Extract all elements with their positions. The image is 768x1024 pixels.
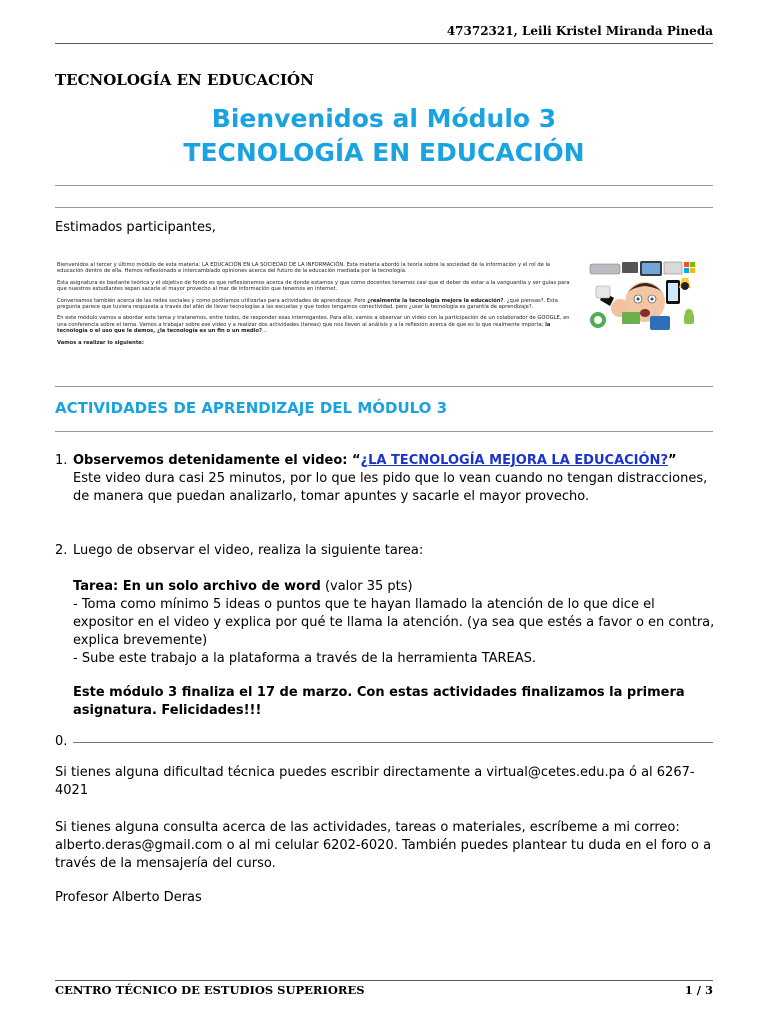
course-label: TECNOLOGÍA EN EDUCACIÓN — [55, 71, 314, 89]
item-text: Luego de observar el video, realiza la siguiente tarea: — [73, 543, 424, 558]
activity-item-2 — [55, 542, 716, 720]
video-link[interactable]: ¿LA TECNOLOGÍA MEJORA LA EDUCACIÓN? — [360, 453, 668, 468]
intro-text — [57, 262, 577, 351]
closing-note: Este módulo 3 finaliza el 17 de marzo. Con estas actividades finalizamos la primera asignatura. Felicidades!!! — [73, 685, 685, 718]
footer-institution: CENTRO TÉCNICO DE ESTUDIOS SUPERIORES — [55, 983, 365, 997]
divider — [55, 431, 713, 432]
empty-list-item — [55, 734, 713, 749]
page-number: 1 / 3 — [684, 983, 713, 997]
task-bullet: - Toma como mínimo 5 ideas o puntos que te hayan llamado la atención de lo que dice el expositor en el video y explica por qué te llama la atención. (ya sea que estés a favor o en contra, explica brevemente) — [73, 597, 715, 648]
intro-paragraph: Bienvenidos al tercer y último módulo de esta materia: LA EDUCACIÓN EN LA SOCIEDAD DE LA INFORMACIÓN. Esta materia abordó la teoría sobre la sociedad de la información y el rol de la educación dentro de ella. Hemos reflexionado e intercambiado opiniones acerca del futuro de la educación mediada por la tecnología. — [57, 262, 551, 275]
welcome-line-2: TECNOLOGÍA EN EDUCACIÓN — [183, 138, 585, 167]
divider — [55, 185, 713, 186]
signature: Profesor Alberto Deras — [55, 890, 202, 905]
divider — [55, 386, 713, 387]
header-divider — [55, 43, 713, 44]
divider — [55, 207, 713, 208]
intro-paragraph: Vamos a realizar lo siguiente: — [57, 339, 144, 346]
section-title: ACTIVIDADES DE APRENDIZAJE DEL MÓDULO 3 — [55, 399, 448, 417]
task-bullet: - Sube este trabajo a la plataforma a través de la herramienta TAREAS. — [73, 651, 537, 666]
intro-paragraph: En este módulo vamos a abordar este tema y trataremos, entre todos, de responder esas interrogantes. Para ello, vamos a observar un video con la participación de un colaborador de GOOGLE, en una conferencia sobre el tema. Vamos a trabajar sobre ese video y a realizar dos actividades (tareas) que nos lleven al análisis y a la reflexión acerca de que es lo que realmente importa; la tecnología o el uso que le demos, ¿la tecnología es un fin o un medio?... — [57, 315, 570, 335]
list-number: 2. — [55, 543, 68, 558]
welcome-heading — [55, 102, 713, 170]
contact-consult: Si tienes alguna consulta acerca de las actividades, tareas o materiales, escríbeme a mi correo: alberto.deras@gmail.com o al mi celular 6202-6020. También puedes plantear tu duda en el foro o a través de la mensajería del curso. — [55, 820, 712, 871]
item-text: Este video dura casi 25 minutos, por lo que les pido que lo vean cuando no tengan distracciones, de manera que puedan analizarlo, tomar apuntes y sacarle el mayor provecho. — [73, 471, 708, 504]
activity-item-1 — [55, 452, 716, 506]
welcome-line-1: Bienvenidos al Módulo 3 — [211, 104, 557, 133]
item-lead-close: ” — [667, 453, 677, 468]
item-lead: Observemos detenidamente el video: “ — [73, 453, 361, 468]
document-header-author: 47372321, Leili Kristel Miranda Pineda — [446, 24, 713, 38]
greeting: Estimados participantes, — [55, 220, 216, 235]
intro-paragraph: Conversamos también acerca de las redes sociales y como podríamos utilizarlas para actividades de aprendizaje. Pero ¿realmente la tecnología mejora la educación?. ¿qué piensas?. Esta pregunta parece que tuviera respuesta a través del afán de llevar tecnologías a las escuelas y que todos tengamos conectividad, pero ¿usar la tecnología es garantía de aprendizaje?. — [57, 297, 558, 311]
footer-divider — [55, 980, 713, 981]
task-heading: Tarea: En un solo archivo de word (valor 35 pts) — [73, 579, 413, 594]
contact-tech: Si tienes alguna dificultad técnica puedes escribir directamente a virtual@cetes.edu.pa ó al 6267-4021 — [55, 765, 695, 798]
intro-paragraph: Esta asignatura es bastante teórica y el objetivo de fondo es que reflexionemos acerca de donde estamos y que como docentes tenemos casi que el deber de estar a la vanguardia y ser guías para que nuestros estudiantes sepan sacarle el mayor provecho al mar de información que tenemos en internet. — [57, 279, 570, 293]
list-number: 1. — [55, 453, 68, 468]
list-number: 0. — [55, 734, 68, 749]
divider — [73, 742, 713, 743]
technology-collage-icon — [586, 256, 704, 336]
